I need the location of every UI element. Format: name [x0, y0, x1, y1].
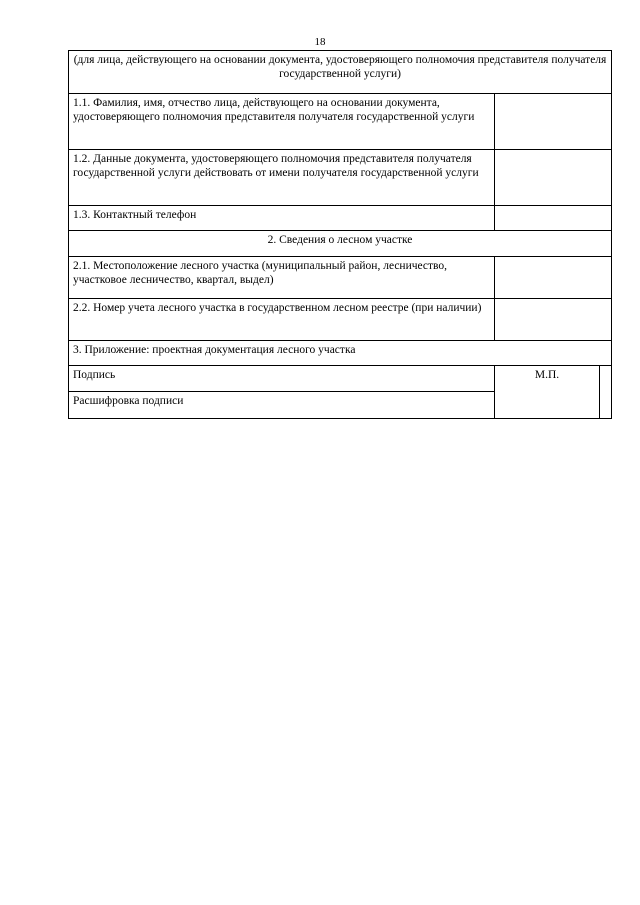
- section-2-title: 2. Сведения о лесном участке: [69, 231, 612, 257]
- representative-full-name-label: 1.1. Фамилия, имя, отчество лица, действующего на основании документа, удостоверяющего полномочия представителя получателя государственной услуги: [69, 94, 495, 150]
- section-2-header-row: [69, 231, 612, 257]
- form-row-2-1: [69, 257, 612, 299]
- signature-label: Подпись: [69, 366, 495, 392]
- representative-document-label: 1.2. Данные документа, удостоверяющего полномочия представителя получателя государственной услуги действовать от имени получателя государственной услуги: [69, 150, 495, 206]
- form-row-1-2: [69, 150, 612, 206]
- contact-phone-label: 1.3. Контактный телефон: [69, 206, 495, 231]
- application-form-table: [68, 50, 612, 419]
- form-row-2-2: [69, 299, 612, 341]
- attachment-row: [69, 341, 612, 366]
- stamp-label: М.П.: [495, 366, 600, 419]
- attachment-text: 3. Приложение: проектная документация лесного участка: [69, 341, 612, 366]
- page-number: 18: [314, 36, 326, 48]
- plot-location-field[interactable]: [495, 257, 612, 299]
- form-row-1-1: [69, 94, 612, 150]
- plot-registry-number-field[interactable]: [495, 299, 612, 341]
- representative-header-note: (для лица, действующего на основании документа, удостоверяющего полномочия представителя получателя государственной услуги): [69, 51, 612, 94]
- representative-full-name-field[interactable]: [495, 94, 612, 150]
- signature-decoding-label: Расшифровка подписи: [69, 392, 495, 419]
- representative-document-field[interactable]: [495, 150, 612, 206]
- plot-registry-number-label: 2.2. Номер учета лесного участка в государственном лесном реестре (при наличии): [69, 299, 495, 341]
- form-row-1-3: [69, 206, 612, 231]
- plot-location-label: 2.1. Местоположение лесного участка (муниципальный район, лесничество, участковое лесничество, квартал, выдел): [69, 257, 495, 299]
- signature-row: [69, 366, 612, 392]
- contact-phone-field[interactable]: [495, 206, 612, 231]
- stamp-edge-cell: [600, 366, 612, 419]
- representative-header-row: [69, 51, 612, 94]
